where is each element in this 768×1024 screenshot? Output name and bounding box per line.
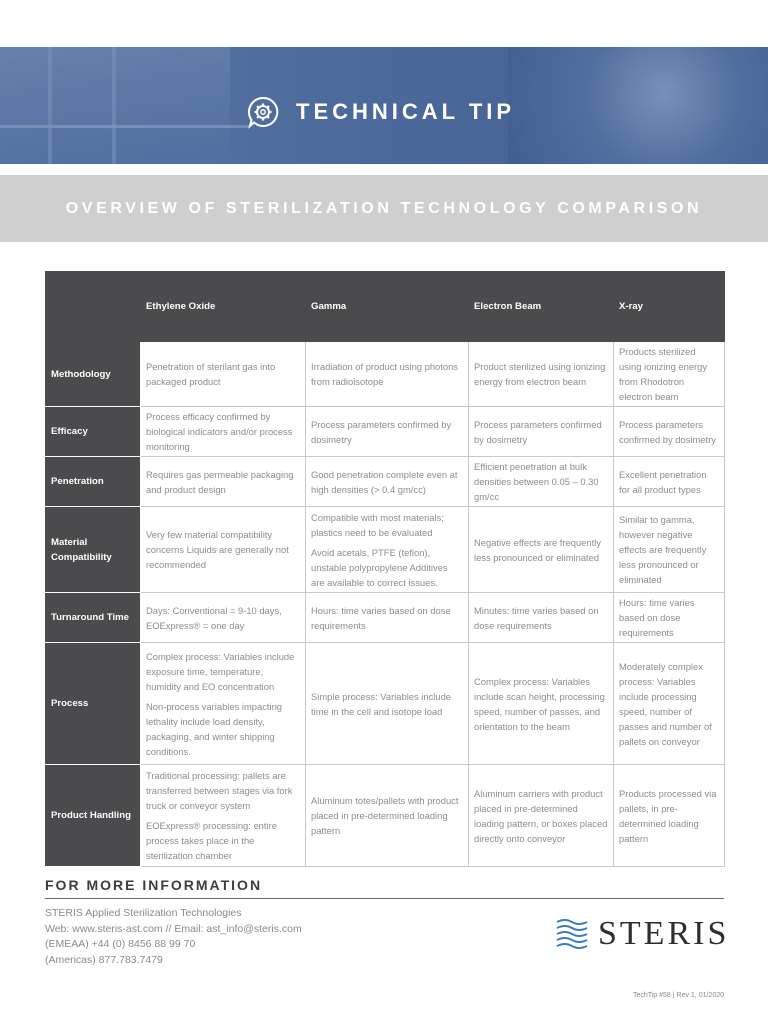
subtitle-bar [0,175,768,242]
steris-waves-logo-icon [556,918,588,950]
table-row [46,457,725,507]
table-cell [614,407,725,457]
contact-web-email: Web: www.steris-ast.com // Email: ast_info@steris.com [45,922,302,935]
column-header-ethylene-oxide: Ethylene Oxide [141,272,306,342]
cell-text: Product sterilized using ionizing energy from electron beam [474,361,606,387]
cell-text: Requires gas permeable packaging and product design [146,468,294,495]
row-header: Material Compatibility [46,507,141,593]
contact-phone-emeaa: (EMEAA) +44 (0) 8456 88 99 70 [45,938,196,951]
table-cell [469,457,614,507]
cell-text: Excellent penetration for all product types [619,468,707,495]
row-header: Turnaround Time [46,593,141,643]
column-header-electron-beam: Electron Beam [469,272,614,342]
table-cell [141,407,306,457]
table-cell [614,593,725,643]
cell-text: Penetration of sterilant gas into packaged product [146,361,276,387]
cell-text: Process efficacy confirmed by biological indicators and/or process monitoring [146,411,293,452]
more-info-heading: FOR MORE INFORMATION [45,877,263,893]
table-cell [141,593,306,643]
cell-text: Simple process: Variables include time in the cell and isotope load [311,690,451,717]
table-cell [614,457,725,507]
contact-phone-americas: (Americas) 877.783.7479 [45,953,163,966]
table-cell [141,643,306,765]
row-header: Product Handling [46,765,141,867]
table-cell [306,342,469,407]
banner-photo-right [508,47,768,164]
cell-text: Complex process: Variables include scan height, processing speed, number of passes, and orientation to the beam [474,675,605,732]
table-row [46,407,725,457]
cell-text: Compatible with most materials; plastics need to be evaluated [311,511,444,538]
logo-wordmark: STERIS [598,915,730,952]
row-header: Penetration [46,457,141,507]
cell-text: Hours: time varies based on dose requirements [311,604,451,631]
table-header-row [46,272,725,342]
table-row [46,593,725,643]
cell-text: Aluminum totes/pallets with product placed in pre-determined loading pattern [311,795,459,836]
footer-revision: TechTip #58 | Rev 1, 01/2020 [632,992,724,999]
row-header: Process [46,643,141,765]
cell-text: Aluminum carriers with product placed in pre-determined loading pattern, or boxes placed directly onto conveyor [474,787,608,844]
table-cell [614,342,725,407]
table-cell [141,765,306,867]
table-cell [306,507,469,593]
row-header: Efficacy [46,407,141,457]
column-header-gamma: Gamma [306,272,469,342]
cell-text: Similar to gamma, however negative effects are frequently less pronounced or eliminated [619,514,707,585]
cell-text: Traditional processing: pallets are transferred between stages via fork truck or conveyor system [146,770,293,811]
comparison-table-body [46,272,725,867]
cell-text: Minutes: time varies based on dose requirements [474,604,599,631]
table-cell [469,507,614,593]
document-subtitle: OVERVIEW OF STERILIZATION TECHNOLOGY COMPARISON [65,199,703,217]
banner-title-group [246,92,515,132]
cell-text: Good penetration complete even at high densities (> 0.4 gm/cc) [311,468,458,495]
cell-text: Efficient penetration at bulk densities between 0.05 – 0.30 gm/cc [474,461,599,502]
table-cell [614,643,725,765]
table-cell [614,765,725,867]
table-cell [306,593,469,643]
cell-text: Complex process: Variables include exposure time, temperature, humidity and EO concentration [146,650,295,692]
table-cell [469,643,614,765]
banner-post-decoration [112,47,116,164]
table-cell [469,765,614,867]
page-title: TECHNICAL TIP [296,99,516,124]
table-cell [306,765,469,867]
steris-logo [556,915,729,953]
table-cell [469,593,614,643]
table-cell [306,407,469,457]
table-row [46,765,725,867]
row-header: Methodology [46,342,141,407]
cell-text: Non-process variables impacting lethality include load density, packaging, and winter shipping conditions. [146,700,282,757]
cell-text: Very few material compatibility concerns Liquids are generally not recommended [146,529,289,570]
cell-text: Process parameters confirmed by dosimetry [311,418,452,445]
cell-text: Process parameters confirmed by dosimetry [474,418,602,445]
cell-text: Products sterilized using ionizing energy from Rhodotron electron beam [619,346,708,402]
table-cell [141,457,306,507]
cell-text: Negative effects are frequently less pronounced or eliminated [474,536,601,563]
table-corner-cell [46,272,141,342]
contact-info [45,906,302,968]
cell-text: EOExpress® processing: entire process takes place in the sterilization chamber [146,820,277,861]
cell-text: Avoid acetals, PTFE (teflon), unstable polypropylene Additives are available to correct issues. [311,546,448,588]
cell-text: Hours: time varies based on dose requirements [619,597,695,638]
cell-text: Days: Conventional = 9-10 days, EOExpress® = one day [146,604,282,631]
table-cell [306,457,469,507]
table-cell [469,342,614,407]
banner-shelf-decoration [0,125,250,128]
cell-text: Process parameters confirmed by dosimetry [619,418,716,445]
table-row [46,342,725,407]
table-row [46,643,725,765]
column-header-x-ray: X-ray [614,272,725,342]
comparison-table [45,271,725,867]
table-cell [614,507,725,593]
table-cell [141,342,306,407]
banner-post-decoration [48,47,52,164]
table-cell [306,643,469,765]
cell-text: Irradiation of product using photons from radioisotope [311,361,458,387]
gear-speech-bubble-icon [246,95,280,129]
contact-company: STERIS Applied Sterilization Technologies [45,907,242,919]
cell-text: Moderately complex process: Variables include processing speed, number of passes and number of pallets on conveyor [619,660,712,747]
table-cell [141,507,306,593]
table-cell [469,407,614,457]
cell-text: Products processed via pallets, in pre-determined loading pattern [619,787,717,844]
table-row [46,507,725,593]
divider [45,898,724,899]
